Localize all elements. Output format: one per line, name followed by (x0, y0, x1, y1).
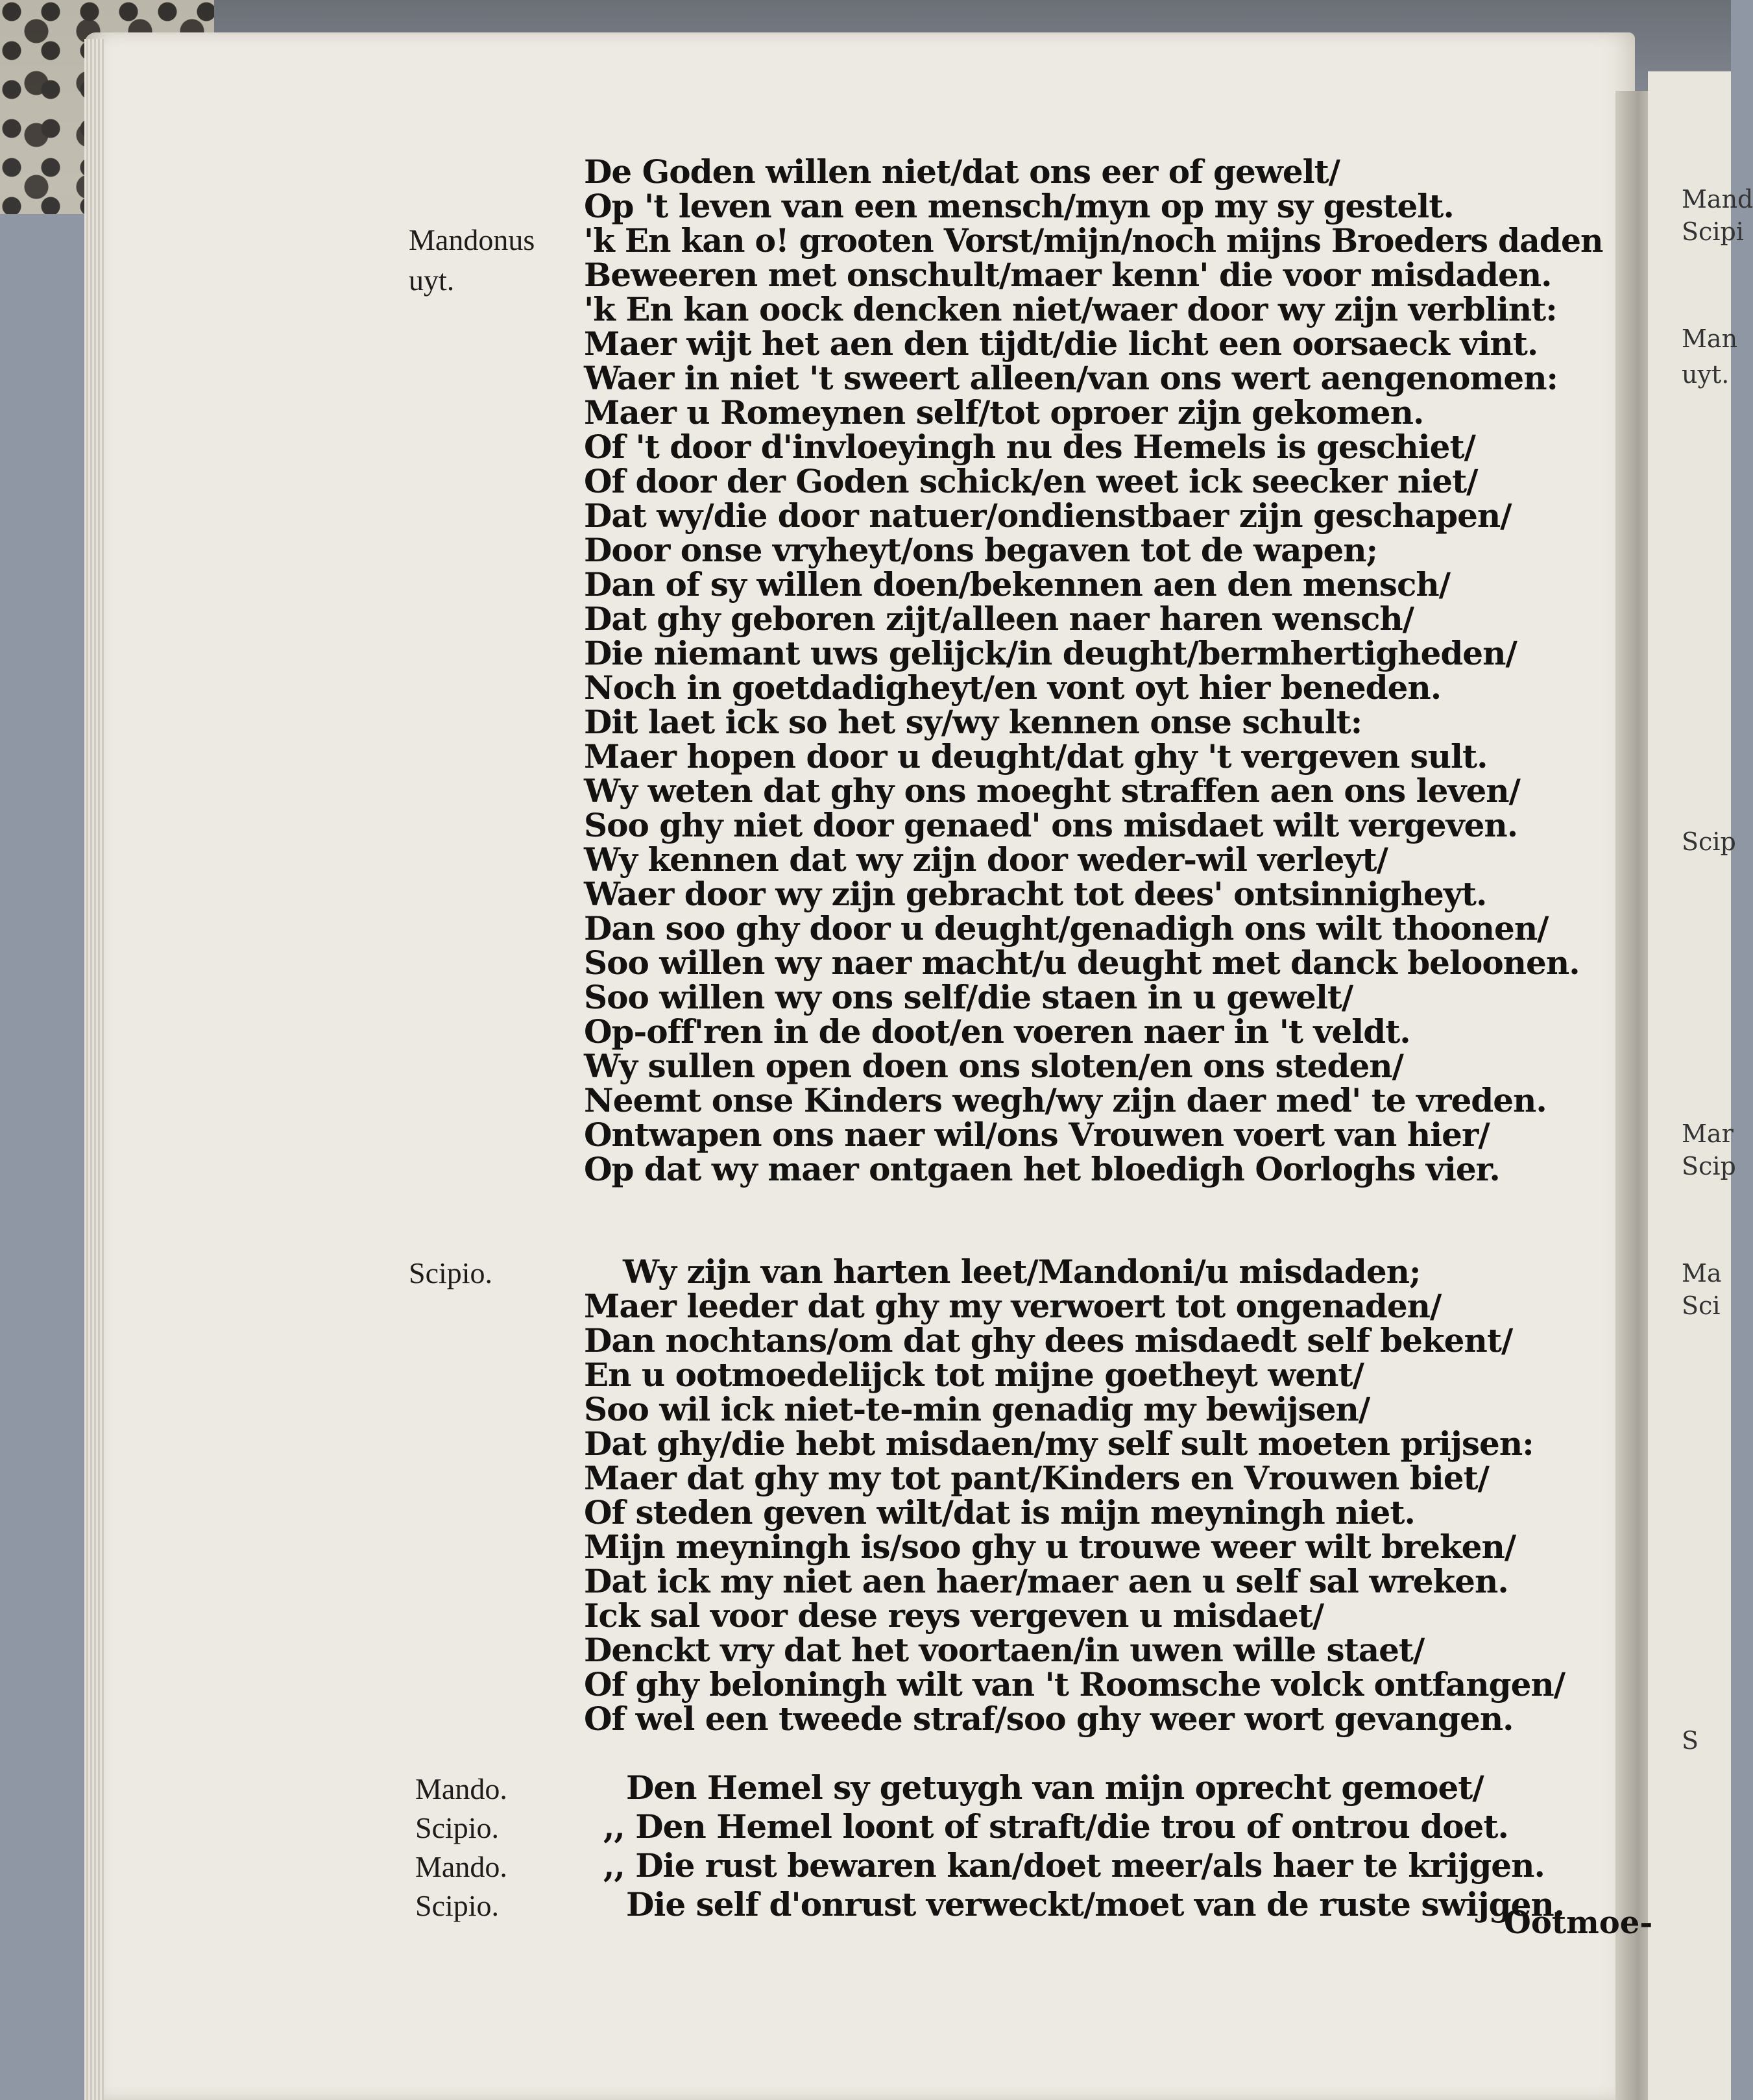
verse-line: Maer u Romeynen self/tot oproer zijn gekomen. (584, 393, 1424, 432)
verse-line: Beweeren met onschult/maer kenn' die voor misdaden. (584, 256, 1552, 294)
verse-line: Die niemant uws gelijck/in deught/bermhertigheden/ (584, 634, 1517, 672)
verse-line: Maer leeder dat ghy my verwoert tot ongenaden/ (584, 1287, 1442, 1325)
verse-line: Waer in niet 't sweert alleen/van ons wert aengenomen: (584, 359, 1558, 397)
verse-line: Wy sullen open doen ons sloten/en ons steden/ (584, 1047, 1403, 1085)
speaker-label: Mando. (415, 1772, 507, 1805)
verse-line: ,, Den Hemel loont of straft/die trou of ontrou doet. (603, 1807, 1508, 1846)
verse-line: Wy zijn van harten leet/Mandoni/u misdaden; (623, 1252, 1421, 1291)
right-margin-note: S (1682, 1726, 1699, 1755)
verse-line: Denckt vry dat het voortaen/in uwen wille staet/ (584, 1631, 1425, 1669)
verse-line: Op 't leven van een mensch/myn op my sy gestelt. (584, 187, 1454, 225)
verse-line: Dan soo ghy door u deught/genadigh ons wilt thoonen/ (584, 909, 1549, 947)
verse-line: ,, Die rust bewaren kan/doet meer/als haer te krijgen. (603, 1846, 1545, 1885)
verse-line: En u ootmoedelijck tot mijne goetheyt went/ (584, 1356, 1364, 1394)
verse-line: Wy kennen dat wy zijn door weder-wil verleyt/ (584, 840, 1388, 879)
verse-line: Dan nochtans/om dat ghy dees misdaedt self bekent/ (584, 1321, 1513, 1360)
right-margin-note: Sci (1682, 1291, 1721, 1320)
verse-line: Die self d'onrust verweckt/moet van de ruste swijgen. (626, 1885, 1565, 1923)
speaker-label: Mando. (415, 1850, 507, 1883)
verse-line: Op-off'ren in de doot/en voeren naer in 't veldt. (584, 1012, 1410, 1051)
right-margin-note: Scipi (1682, 217, 1744, 246)
right-margin-note: Ma (1682, 1259, 1722, 1288)
verse-line: Of wel een tweede straf/soo ghy weer wort gevangen. (584, 1700, 1514, 1738)
verse-line: Wy weten dat ghy ons moeght straffen aen ons leven/ (584, 772, 1520, 810)
speaker-label: Scipio. (409, 1256, 493, 1289)
verse-line: 'k En kan oock dencken niet/waer door wy zijn verblint: (584, 290, 1557, 328)
verse-line: Ontwapen ons naer wil/ons Vrouwen voert van hier/ (584, 1116, 1490, 1154)
right-margin-note: Scip (1682, 1152, 1736, 1180)
verse-line: Dat ghy geboren zijt/alleen naer haren wensch/ (584, 600, 1414, 638)
verse-line: Dan of sy willen doen/bekennen aen den mensch/ (584, 565, 1451, 604)
verse-line: Ick sal voor dese reys vergeven u misdaet/ (584, 1596, 1324, 1635)
verse-line: Dit laet ick so het sy/wy kennen onse schult: (584, 703, 1362, 741)
verse-line: Of 't door d'invloeyingh nu des Hemels is geschiet/ (584, 428, 1475, 466)
verse-line: Neemt onse Kinders wegh/wy zijn daer med' te vreden. (584, 1081, 1547, 1119)
right-margin-note: Scip (1682, 827, 1736, 856)
speaker-label: Scipio. (415, 1811, 500, 1844)
page-edges (84, 39, 104, 2100)
verse-line: Of ghy beloningh wilt van 't Roomsche volck ontfangen/ (584, 1665, 1565, 1703)
verse-line: Soo willen wy naer macht/u deught met danck beloonen. (584, 944, 1580, 982)
verse-line: Soo wil ick niet-te-min genadig my bewijsen/ (584, 1390, 1370, 1428)
verse-line: Op dat wy maer ontgaen het bloedigh Oorloghs vier. (584, 1150, 1500, 1188)
speaker-label: Scipio. (415, 1889, 500, 1922)
verse-line: 'k En kan o! grooten Vorst/mijn/noch mijns Broeders daden (584, 221, 1603, 260)
right-page (1648, 71, 1753, 2100)
right-margin-note: Man (1682, 324, 1738, 353)
verse-line: Maer dat ghy my tot pant/Kinders en Vrouwen biet/ (584, 1459, 1489, 1497)
verse-line: Dat ghy/die hebt misdaen/my self sult moeten prijsen: (584, 1424, 1534, 1463)
verse-line: Mijn meyningh is/soo ghy u trouwe weer wilt breken/ (584, 1528, 1516, 1566)
verse-line: Of steden geven wilt/dat is mijn meyningh niet. (584, 1493, 1415, 1532)
verse-line: Noch in goetdadigheyt/en vont oyt hier beneden. (584, 668, 1442, 707)
verse-line: Waer door wy zijn gebracht tot dees' ontsinnigheyt. (584, 875, 1487, 913)
right-margin-note: uyt. (1682, 360, 1730, 389)
verse-line: Soo ghy niet door genaed' ons misdaet wilt vergeven. (584, 806, 1518, 844)
verse-line: Dat wy/die door natuer/ondienstbaer zijn geschapen/ (584, 496, 1512, 535)
verse-line: Door onse vryheyt/ons begaven tot de wapen; (584, 531, 1378, 569)
verse-line: Maer wijt het aen den tijdt/die licht een oorsaeck vint. (584, 324, 1538, 363)
speaker-label: uyt. (409, 263, 455, 297)
verse-line: Of door der Goden schick/en weet ick seecker niet/ (584, 462, 1478, 500)
speaker-label: Mandonus (409, 223, 535, 256)
right-margin-note: Mand (1682, 185, 1753, 214)
verse-line: Den Hemel sy getuygh van mijn oprecht gemoet/ (626, 1768, 1484, 1807)
verse-line: Dat ick my niet aen haer/maer aen u self sal wreken. (584, 1562, 1508, 1600)
catchword: Ootmoe- (1504, 1905, 1653, 1941)
verse-line: Maer hopen door u deught/dat ghy 't vergeven sult. (584, 737, 1488, 775)
verse-line: De Goden willen niet/dat ons eer of gewelt/ (584, 153, 1340, 191)
right-margin-note: Mar (1682, 1119, 1734, 1148)
verse-line: Soo willen wy ons self/die staen in u gewelt/ (584, 978, 1353, 1016)
